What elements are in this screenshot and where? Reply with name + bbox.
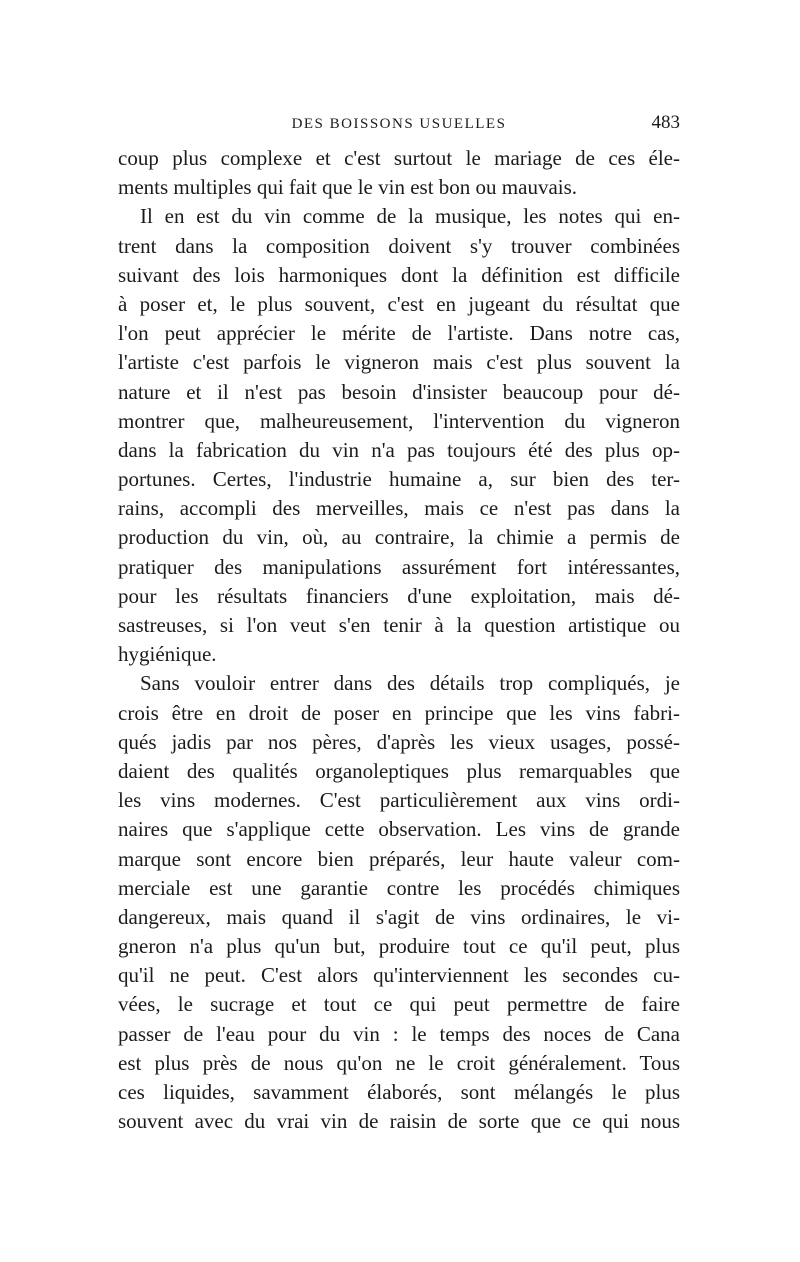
- text-line: merciale est une garantie contre les procédés chimiques: [118, 875, 680, 900]
- text-line: qués jadis par nos pères, d'après les vieux usages, possé-: [118, 729, 680, 754]
- text-line: rains, accompli des merveilles, mais ce n'est pas dans la: [118, 496, 680, 521]
- page-number: 483: [651, 112, 680, 133]
- text-line: crois être en droit de poser en principe que les vins fabri-: [118, 700, 680, 725]
- text-line: ces liquides, savamment élaborés, sont mélangés le plus: [118, 1080, 680, 1104]
- text-line: production du vin, où, au contraire, la chimie a permis de: [118, 525, 680, 550]
- text-line: vées, le sucrage et tout ce qui peut permettre de faire: [118, 992, 680, 1017]
- running-title: DES BOISSONS USUELLES: [291, 116, 507, 132]
- text-line: pratiquer des manipulations assurément fort intéressantes,: [118, 554, 680, 579]
- text-line: pour les résultats financiers d'une exploitation, mais dé-: [118, 583, 680, 608]
- text-line: qu'il ne peut. C'est alors qu'interviennent les secondes cu-: [118, 963, 680, 988]
- text-line: est plus près de nous qu'on ne le croit généralement. Tous: [118, 1050, 680, 1075]
- text-line: nature et il n'est pas besoin d'insister beaucoup pour dé-: [118, 379, 680, 404]
- text-line: ments multiples qui fait que le vin est bon ou mauvais.: [118, 175, 578, 200]
- text-line: daient des qualités organoleptiques plus remarquables que: [118, 758, 680, 783]
- text-line: souvent avec du vrai vin de raisin de sorte que ce qui nous: [118, 1109, 680, 1134]
- text-line: montrer que, malheureusement, l'intervention du vigneron: [118, 408, 680, 433]
- text-line: portunes. Certes, l'industrie humaine a, sur bien des ter-: [118, 467, 680, 492]
- page-header: [118, 112, 680, 136]
- text-line: sastreuses, si l'on veut s'en tenir à la question artistique ou: [118, 613, 680, 637]
- paragraph-start-line: Il en est du vin comme de la musique, les notes qui en-: [140, 204, 680, 229]
- body-text: [118, 144, 680, 1136]
- text-line: marque sont encore bien préparés, leur haute valeur com-: [118, 846, 680, 871]
- text-line: dans la fabrication du vin n'a pas toujours été des plus op-: [118, 437, 680, 462]
- text-line: passer de l'eau pour du vin : le temps des noces de Cana: [118, 1021, 680, 1046]
- text-line: hygiénique.: [118, 642, 217, 667]
- text-line: gneron n'a plus qu'un but, produire tout ce qu'il peut, plus: [118, 934, 680, 959]
- text-line: coup plus complexe et c'est surtout le mariage de ces éle-: [118, 146, 680, 170]
- paragraph-start-line: Sans vouloir entrer dans des détails trop compliqués, je: [140, 671, 680, 696]
- text-line: l'on peut apprécier le mérite de l'artiste. Dans notre cas,: [118, 321, 680, 346]
- text-line: trent dans la composition doivent s'y trouver combinées: [118, 233, 680, 258]
- text-line: dangereux, mais quand il s'agit de vins ordinaires, le vi-: [118, 904, 680, 929]
- text-line: suivant des lois harmoniques dont la définition est difficile: [118, 262, 680, 287]
- text-line: l'artiste c'est parfois le vigneron mais c'est plus souvent la: [118, 350, 680, 375]
- text-line: les vins modernes. C'est particulièrement aux vins ordi-: [118, 788, 680, 813]
- text-line: naires que s'applique cette observation. Les vins de grande: [118, 817, 680, 842]
- text-line: à poser et, le plus souvent, c'est en jugeant du résultat que: [118, 291, 680, 316]
